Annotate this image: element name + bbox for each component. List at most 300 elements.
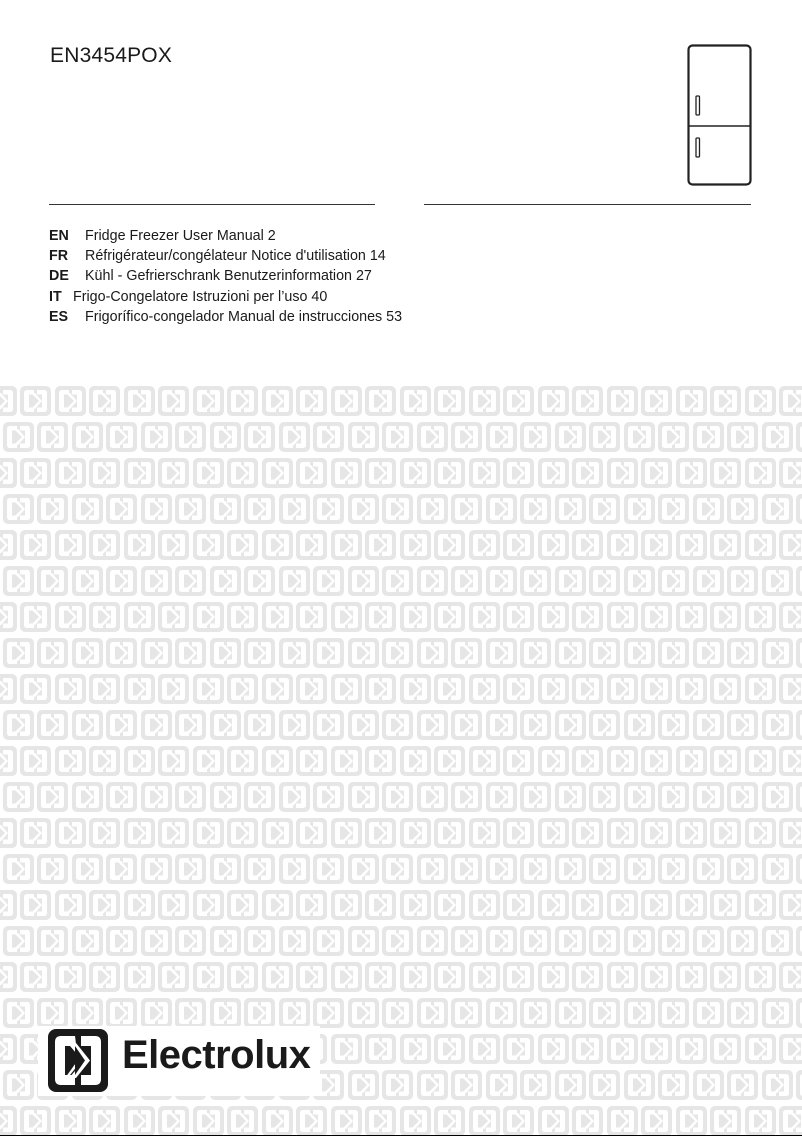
electrolux-pattern-tile-icon (727, 566, 758, 596)
electrolux-pattern-tile-icon (624, 998, 655, 1028)
electrolux-pattern-tile-icon (469, 458, 500, 488)
electrolux-pattern-tile-icon (72, 566, 103, 596)
electrolux-pattern-tile-icon (365, 458, 396, 488)
electrolux-pattern-tile-icon (451, 854, 482, 884)
electrolux-pattern-tile-icon (20, 962, 51, 992)
electrolux-pattern-tile-icon (141, 926, 172, 956)
electrolux-pattern-tile-icon (400, 386, 431, 416)
electrolux-pattern-tile-icon (20, 530, 51, 560)
electrolux-pattern-tile-icon (382, 998, 413, 1028)
electrolux-pattern-tile-icon (624, 782, 655, 812)
electrolux-pattern-tile-icon (572, 746, 603, 776)
electrolux-pattern-tile-icon (434, 890, 465, 920)
electrolux-pattern-tile-icon (624, 926, 655, 956)
electrolux-pattern-tile-icon (762, 494, 793, 524)
toc-item-fr[interactable] (49, 246, 402, 266)
electrolux-pattern-tile-icon (227, 1106, 258, 1136)
electrolux-pattern-tile-icon (0, 962, 17, 992)
electrolux-pattern-tile-icon (676, 674, 707, 704)
electrolux-pattern-tile-icon (89, 530, 120, 560)
electrolux-pattern-tile-icon (106, 926, 137, 956)
electrolux-pattern-tile-icon (503, 458, 534, 488)
electrolux-pattern-tile-icon (331, 962, 362, 992)
electrolux-pattern-tile-icon (676, 818, 707, 848)
electrolux-pattern-tile-icon (589, 566, 620, 596)
electrolux-pattern-tile-icon (141, 566, 172, 596)
electrolux-pattern-tile-icon (3, 1070, 34, 1100)
electrolux-pattern-tile-icon (745, 674, 776, 704)
electrolux-pattern-tile-icon (589, 422, 620, 452)
electrolux-pattern-tile-icon (106, 710, 137, 740)
electrolux-pattern-tile-icon (486, 854, 517, 884)
electrolux-pattern-tile-icon (279, 422, 310, 452)
electrolux-pattern-tile-icon (589, 710, 620, 740)
electrolux-pattern-tile-icon (624, 566, 655, 596)
electrolux-pattern-tile-icon (607, 746, 638, 776)
electrolux-pattern-tile-icon (348, 998, 379, 1028)
electrolux-pattern-tile-icon (400, 746, 431, 776)
electrolux-pattern-tile-icon (279, 854, 310, 884)
electrolux-pattern-tile-icon (658, 854, 689, 884)
electrolux-pattern-tile-icon (55, 386, 86, 416)
electrolux-pattern-tile-icon (124, 746, 155, 776)
electrolux-pattern-tile-icon (296, 530, 327, 560)
electrolux-pattern-tile-icon (279, 566, 310, 596)
electrolux-pattern-tile-icon (20, 458, 51, 488)
electrolux-pattern-tile-icon (745, 602, 776, 632)
language-code: IT (49, 288, 62, 305)
electrolux-pattern-tile-icon (727, 422, 758, 452)
electrolux-pattern-tile-icon (279, 998, 310, 1028)
electrolux-pattern-tile-icon (365, 746, 396, 776)
electrolux-pattern-tile-icon (124, 458, 155, 488)
electrolux-pattern-tile-icon (55, 962, 86, 992)
electrolux-pattern-tile-icon (693, 1070, 724, 1100)
electrolux-pattern-tile-icon (55, 674, 86, 704)
electrolux-pattern-tile-icon (124, 674, 155, 704)
electrolux-pattern-tile-icon (193, 818, 224, 848)
electrolux-pattern-tile-icon (658, 1070, 689, 1100)
electrolux-pattern-tile-icon (244, 782, 275, 812)
electrolux-pattern-tile-icon (37, 854, 68, 884)
electrolux-pattern-tile-icon (262, 890, 293, 920)
electrolux-pattern-tile-icon (693, 422, 724, 452)
electrolux-pattern-tile-icon (262, 674, 293, 704)
electrolux-pattern-tile-icon (658, 638, 689, 668)
electrolux-pattern-tile-icon (710, 458, 741, 488)
electrolux-pattern-tile-icon (520, 1070, 551, 1100)
electrolux-pattern-tile-icon (20, 746, 51, 776)
electrolux-pattern-tile-icon (486, 1070, 517, 1100)
electrolux-pattern-tile-icon (175, 710, 206, 740)
electrolux-pattern-tile-icon (400, 890, 431, 920)
electrolux-pattern-tile-icon (106, 566, 137, 596)
electrolux-pattern-tile-icon (451, 926, 482, 956)
electrolux-pattern-tile-icon (572, 458, 603, 488)
electrolux-pattern-tile-icon (193, 1106, 224, 1136)
brand-pattern-background (0, 383, 802, 1136)
electrolux-pattern-tile-icon (382, 1070, 413, 1100)
electrolux-pattern-tile-icon (572, 674, 603, 704)
electrolux-pattern-tile-icon (641, 890, 672, 920)
electrolux-pattern-tile-icon (538, 458, 569, 488)
model-title: EN3454POX (50, 44, 173, 67)
electrolux-pattern-tile-icon (0, 1106, 17, 1136)
electrolux-pattern-tile-icon (227, 530, 258, 560)
electrolux-pattern-tile-icon (538, 746, 569, 776)
electrolux-pattern-tile-icon (607, 818, 638, 848)
electrolux-pattern-tile-icon (417, 854, 448, 884)
electrolux-pattern-tile-icon (296, 602, 327, 632)
electrolux-pattern-tile-icon (520, 638, 551, 668)
electrolux-pattern-tile-icon (175, 782, 206, 812)
electrolux-pattern-tile-icon (3, 494, 34, 524)
electrolux-pattern-tile-icon (624, 1070, 655, 1100)
electrolux-pattern-tile-icon (486, 494, 517, 524)
electrolux-pattern-tile-icon (469, 1106, 500, 1136)
electrolux-pattern-tile-icon (348, 422, 379, 452)
electrolux-pattern-tile-icon (676, 530, 707, 560)
electrolux-pattern-tile-icon (572, 1034, 603, 1064)
electrolux-pattern-tile-icon (382, 926, 413, 956)
electrolux-pattern-tile-icon (641, 530, 672, 560)
electrolux-pattern-tile-icon (124, 1106, 155, 1136)
electrolux-pattern-tile-icon (158, 1106, 189, 1136)
electrolux-pattern-tile-icon (141, 638, 172, 668)
electrolux-pattern-tile-icon (589, 926, 620, 956)
electrolux-pattern-tile-icon (451, 1070, 482, 1100)
electrolux-pattern-tile-icon (486, 926, 517, 956)
electrolux-pattern-tile-icon (175, 998, 206, 1028)
electrolux-pattern-tile-icon (175, 566, 206, 596)
electrolux-pattern-tile-icon (158, 962, 189, 992)
electrolux-pattern-tile-icon (451, 638, 482, 668)
electrolux-pattern-tile-icon (538, 386, 569, 416)
electrolux-pattern-tile-icon (727, 998, 758, 1028)
electrolux-pattern-tile-icon (469, 746, 500, 776)
electrolux-pattern-tile-icon (365, 530, 396, 560)
electrolux-pattern-tile-icon (538, 890, 569, 920)
electrolux-pattern-tile-icon (141, 782, 172, 812)
electrolux-pattern-tile-icon (72, 710, 103, 740)
electrolux-pattern-tile-icon (175, 422, 206, 452)
electrolux-pattern-tile-icon (141, 710, 172, 740)
electrolux-pattern-tile-icon (779, 1106, 802, 1136)
electrolux-pattern-tile-icon (262, 962, 293, 992)
electrolux-pattern-tile-icon (37, 494, 68, 524)
toc-item-it[interactable] (49, 287, 402, 307)
toc-entry-text: Réfrigérateur/congélateur Notice d'utilisation 14 (85, 248, 386, 265)
electrolux-pattern-tile-icon (210, 998, 241, 1028)
electrolux-pattern-tile-icon (262, 602, 293, 632)
electrolux-pattern-tile-icon (55, 1106, 86, 1136)
electrolux-pattern-tile-icon (331, 1106, 362, 1136)
electrolux-pattern-tile-icon (555, 998, 586, 1028)
electrolux-pattern-tile-icon (0, 746, 17, 776)
electrolux-pattern-tile-icon (3, 854, 34, 884)
electrolux-pattern-tile-icon (658, 782, 689, 812)
electrolux-pattern-tile-icon (244, 926, 275, 956)
electrolux-pattern-tile-icon (124, 890, 155, 920)
electrolux-pattern-tile-icon (158, 602, 189, 632)
electrolux-pattern-tile-icon (279, 926, 310, 956)
electrolux-pattern-tile-icon (89, 962, 120, 992)
electrolux-pattern-tile-icon (503, 1034, 534, 1064)
electrolux-pattern-tile-icon (555, 854, 586, 884)
electrolux-pattern-tile-icon (279, 710, 310, 740)
electrolux-pattern-tile-icon (37, 926, 68, 956)
electrolux-logo-icon (48, 1029, 108, 1092)
electrolux-pattern-tile-icon (745, 818, 776, 848)
electrolux-pattern-tile-icon (227, 674, 258, 704)
electrolux-pattern-tile-icon (796, 566, 802, 596)
electrolux-pattern-tile-icon (348, 566, 379, 596)
electrolux-pattern-tile-icon (607, 890, 638, 920)
electrolux-pattern-tile-icon (693, 638, 724, 668)
electrolux-pattern-tile-icon (20, 674, 51, 704)
electrolux-pattern-tile-icon (296, 674, 327, 704)
electrolux-pattern-tile-icon (607, 1034, 638, 1064)
electrolux-pattern-tile-icon (141, 854, 172, 884)
electrolux-pattern-tile-icon (348, 1070, 379, 1100)
electrolux-pattern-tile-icon (676, 386, 707, 416)
electrolux-pattern-tile-icon (503, 602, 534, 632)
electrolux-pattern-tile-icon (676, 1034, 707, 1064)
electrolux-pattern-tile-icon (486, 710, 517, 740)
electrolux-pattern-tile-icon (37, 566, 68, 596)
electrolux-pattern-tile-icon (37, 638, 68, 668)
electrolux-pattern-tile-icon (417, 566, 448, 596)
electrolux-pattern-tile-icon (365, 1034, 396, 1064)
electrolux-pattern-tile-icon (193, 674, 224, 704)
electrolux-pattern-tile-icon (382, 638, 413, 668)
electrolux-pattern-tile-icon (175, 854, 206, 884)
electrolux-pattern-tile-icon (244, 422, 275, 452)
toc-item-de[interactable] (49, 266, 402, 286)
electrolux-pattern-tile-icon (348, 854, 379, 884)
electrolux-pattern-tile-icon (365, 962, 396, 992)
electrolux-pattern-tile-icon (624, 710, 655, 740)
electrolux-pattern-tile-icon (417, 926, 448, 956)
electrolux-pattern-tile-icon (193, 746, 224, 776)
electrolux-pattern-tile-icon (417, 782, 448, 812)
electrolux-pattern-tile-icon (106, 782, 137, 812)
electrolux-pattern-tile-icon (0, 458, 17, 488)
electrolux-pattern-tile-icon (624, 854, 655, 884)
electrolux-pattern-tile-icon (469, 890, 500, 920)
electrolux-pattern-tile-icon (503, 1106, 534, 1136)
electrolux-pattern-tile-icon (538, 530, 569, 560)
electrolux-pattern-tile-icon (555, 710, 586, 740)
electrolux-pattern-tile-icon (555, 926, 586, 956)
electrolux-pattern-tile-icon (469, 386, 500, 416)
electrolux-pattern-tile-icon (382, 854, 413, 884)
electrolux-pattern-tile-icon (555, 422, 586, 452)
electrolux-pattern-tile-icon (486, 998, 517, 1028)
electrolux-pattern-tile-icon (710, 962, 741, 992)
electrolux-pattern-tile-icon (331, 818, 362, 848)
electrolux-pattern-tile-icon (365, 386, 396, 416)
electrolux-pattern-tile-icon (313, 638, 344, 668)
electrolux-pattern-tile-icon (434, 1106, 465, 1136)
electrolux-pattern-tile-icon (469, 674, 500, 704)
electrolux-pattern-tile-icon (158, 674, 189, 704)
electrolux-pattern-tile-icon (331, 530, 362, 560)
electrolux-pattern-tile-icon (693, 710, 724, 740)
electrolux-pattern-tile-icon (3, 710, 34, 740)
electrolux-pattern-tile-icon (3, 782, 34, 812)
electrolux-pattern-tile-icon (676, 1106, 707, 1136)
electrolux-pattern-tile-icon (227, 818, 258, 848)
electrolux-pattern-tile-icon (710, 818, 741, 848)
electrolux-pattern-tile-icon (348, 494, 379, 524)
electrolux-pattern-tile-icon (0, 386, 17, 416)
electrolux-pattern-tile-icon (607, 1106, 638, 1136)
electrolux-pattern-tile-icon (796, 926, 802, 956)
electrolux-pattern-tile-icon (503, 818, 534, 848)
electrolux-pattern-tile-icon (158, 818, 189, 848)
electrolux-pattern-tile-icon (469, 602, 500, 632)
electrolux-pattern-tile-icon (641, 1106, 672, 1136)
electrolux-pattern-tile-icon (37, 422, 68, 452)
language-code: DE (49, 268, 69, 285)
electrolux-pattern-tile-icon (400, 674, 431, 704)
electrolux-pattern-tile-icon (520, 494, 551, 524)
electrolux-pattern-tile-icon (244, 710, 275, 740)
electrolux-pattern-tile-icon (538, 962, 569, 992)
electrolux-pattern-tile-icon (624, 638, 655, 668)
electrolux-pattern-tile-icon (762, 422, 793, 452)
electrolux-pattern-tile-icon (365, 890, 396, 920)
electrolux-pattern-tile-icon (676, 890, 707, 920)
electrolux-pattern-tile-icon (693, 566, 724, 596)
electrolux-pattern-tile-icon (0, 818, 17, 848)
electrolux-pattern-tile-icon (400, 962, 431, 992)
electrolux-pattern-tile-icon (710, 602, 741, 632)
electrolux-pattern-tile-icon (658, 998, 689, 1028)
electrolux-pattern-tile-icon (158, 386, 189, 416)
electrolux-pattern-tile-icon (400, 458, 431, 488)
electrolux-pattern-tile-icon (572, 1106, 603, 1136)
electrolux-pattern-tile-icon (434, 602, 465, 632)
electrolux-pattern-tile-icon (762, 1070, 793, 1100)
electrolux-pattern-tile-icon (710, 1106, 741, 1136)
toc-item-es[interactable] (49, 307, 402, 327)
electrolux-pattern-tile-icon (641, 386, 672, 416)
electrolux-pattern-tile-icon (745, 530, 776, 560)
electrolux-pattern-tile-icon (538, 818, 569, 848)
electrolux-pattern-tile-icon (641, 458, 672, 488)
toc-item-en[interactable] (49, 226, 402, 246)
electrolux-pattern-tile-icon (124, 602, 155, 632)
electrolux-pattern-tile-icon (106, 638, 137, 668)
electrolux-pattern-tile-icon (141, 422, 172, 452)
electrolux-pattern-tile-icon (710, 674, 741, 704)
electrolux-pattern-tile-icon (572, 818, 603, 848)
electrolux-pattern-tile-icon (365, 674, 396, 704)
electrolux-pattern-tile-icon (710, 890, 741, 920)
electrolux-pattern-tile-icon (331, 602, 362, 632)
electrolux-pattern-tile-icon (55, 746, 86, 776)
electrolux-pattern-tile-icon (262, 746, 293, 776)
electrolux-pattern-tile-icon (693, 782, 724, 812)
electrolux-pattern-tile-icon (296, 890, 327, 920)
electrolux-pattern-tile-icon (624, 494, 655, 524)
electrolux-pattern-tile-icon (641, 602, 672, 632)
electrolux-pattern-tile-icon (400, 602, 431, 632)
electrolux-pattern-tile-icon (296, 458, 327, 488)
electrolux-pattern-tile-icon (175, 926, 206, 956)
electrolux-pattern-tile-icon (417, 710, 448, 740)
electrolux-pattern-tile-icon (72, 854, 103, 884)
electrolux-pattern-tile-icon (503, 746, 534, 776)
electrolux-pattern-tile-icon (227, 890, 258, 920)
electrolux-pattern-tile-icon (779, 890, 802, 920)
electrolux-pattern-tile-icon (572, 386, 603, 416)
electrolux-pattern-tile-icon (417, 494, 448, 524)
electrolux-pattern-tile-icon (641, 962, 672, 992)
electrolux-pattern-tile-icon (589, 638, 620, 668)
electrolux-pattern-tile-icon (72, 638, 103, 668)
electrolux-pattern-tile-icon (451, 422, 482, 452)
electrolux-pattern-tile-icon (796, 782, 802, 812)
electrolux-pattern-tile-icon (503, 890, 534, 920)
electrolux-pattern-tile-icon (227, 386, 258, 416)
electrolux-pattern-tile-icon (279, 494, 310, 524)
electrolux-pattern-tile-icon (710, 746, 741, 776)
electrolux-pattern-tile-icon (3, 638, 34, 668)
electrolux-pattern-tile-icon (469, 1034, 500, 1064)
electrolux-pattern-tile-icon (262, 818, 293, 848)
electrolux-pattern-tile-icon (469, 530, 500, 560)
electrolux-pattern-tile-icon (331, 386, 362, 416)
electrolux-pattern-tile-icon (106, 998, 137, 1028)
electrolux-pattern-tile-icon (348, 926, 379, 956)
electrolux-pattern-tile-icon (296, 746, 327, 776)
electrolux-pattern-tile-icon (3, 998, 34, 1028)
electrolux-pattern-tile-icon (745, 386, 776, 416)
electrolux-pattern-tile-icon (727, 638, 758, 668)
electrolux-pattern-tile-icon (365, 818, 396, 848)
electrolux-pattern-tile-icon (3, 566, 34, 596)
toc-entry-text: Frigo-Congelatore Istruzioni per l’uso 40 (73, 288, 328, 305)
electrolux-pattern-tile-icon (676, 458, 707, 488)
electrolux-pattern-tile-icon (745, 962, 776, 992)
electrolux-pattern-tile-icon (210, 710, 241, 740)
electrolux-pattern-tile-icon (727, 782, 758, 812)
electrolux-pattern-tile-icon (210, 854, 241, 884)
electrolux-pattern-tile-icon (210, 494, 241, 524)
electrolux-pattern-tile-icon (400, 818, 431, 848)
electrolux-pattern-tile-icon (365, 602, 396, 632)
electrolux-pattern-tile-icon (141, 494, 172, 524)
electrolux-pattern-tile-icon (693, 998, 724, 1028)
electrolux-pattern-tile-icon (607, 386, 638, 416)
language-code: FR (49, 248, 69, 265)
electrolux-pattern-tile-icon (779, 962, 802, 992)
electrolux-pattern-tile-icon (503, 386, 534, 416)
electrolux-pattern-tile-icon (676, 602, 707, 632)
electrolux-pattern-tile-icon (641, 1034, 672, 1064)
electrolux-pattern-tile-icon (3, 422, 34, 452)
electrolux-pattern-tile-icon (313, 566, 344, 596)
electrolux-pattern-tile-icon (417, 422, 448, 452)
electrolux-pattern-tile-icon (193, 890, 224, 920)
electrolux-pattern-tile-icon (244, 566, 275, 596)
electrolux-pattern-tile-icon (434, 818, 465, 848)
electrolux-pattern-tile-icon (89, 386, 120, 416)
electrolux-pattern-tile-icon (20, 386, 51, 416)
